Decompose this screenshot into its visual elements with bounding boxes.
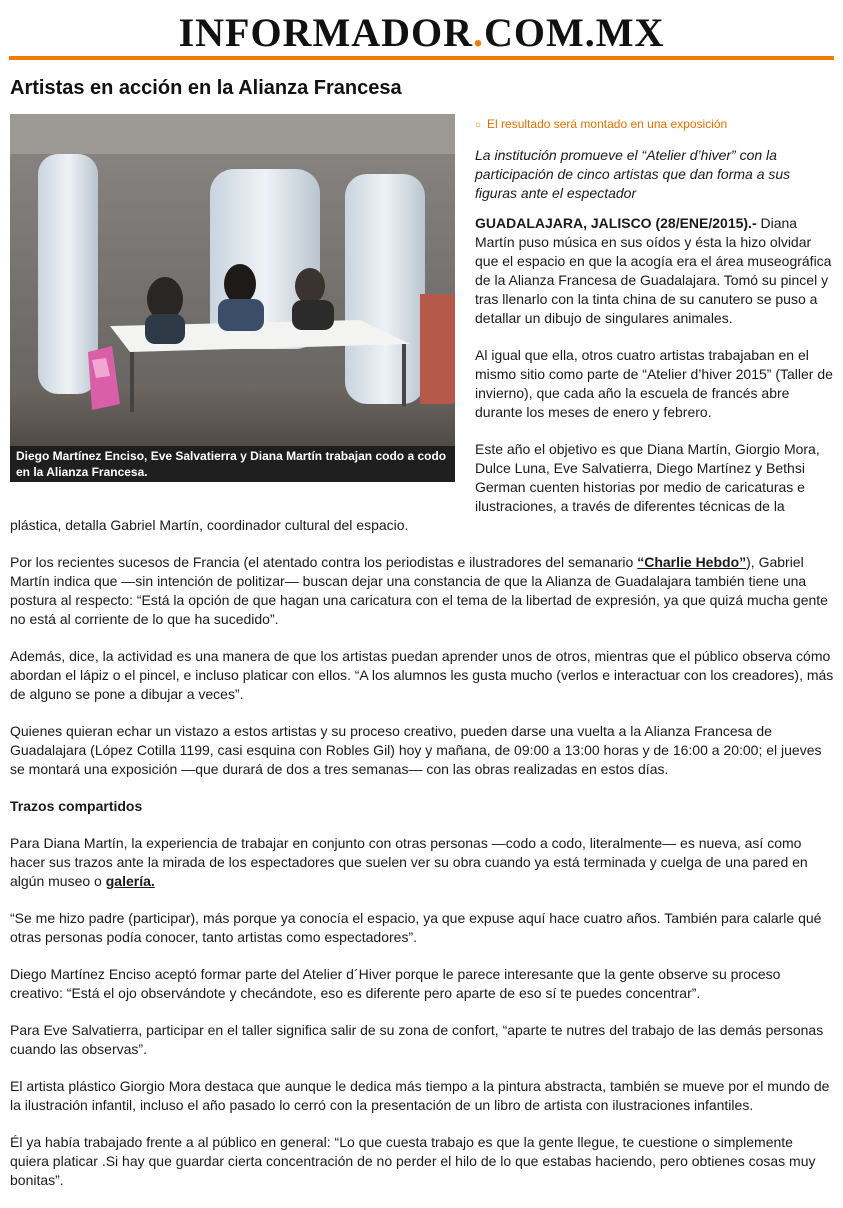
article-paragraph: GUADALAJARA, JALISCO (28/ENE/2015).- Diana Martín puso música en sus oídos y ésta la hizo olvidar que el espacio en que la acogía era el área museográfica de la Alianza Francesa de Guadalajara. Tomó su pincel y tras llenarlo con la tinta china de su canutero se puso a detallar un dibujo de singulares animales. [475,215,832,326]
galeria-link[interactable]: galería. [105,873,155,889]
article-paragraph: Al igual que ella, otros cuatro artistas trabajaban en el mismo sitio como parte de “Atelier d’hiver 2015” (Taller de invierno), que cada año la escuela de francés abre durante los meses de enero y febrero. [475,347,833,420]
article-paragraph: Además, dice, la actividad es una manera de que los artistas puedan aprender unos de otros, mientras que el público observa cómo abordan el lápiz o el pincel, e incluso platicar con ellos. “A los alumnos les gusta mucho (verlos e interactuar con los creadores), más de alguno se pone a dibujar a veces”. [10,648,834,702]
charlie-hebdo-link[interactable]: “Charlie Hebdo” [637,554,747,570]
article-headline: Artistas en acción en la Alianza Francesa [10,77,402,99]
highlight-text: El resultado será montado en una exposición [487,117,728,131]
photo-caption: Diego Martínez Enciso, Eve Salvatierra y Diana Martín trabajan codo a codo en la Alianza Francesa. [10,446,455,482]
article-paragraph: Para Eve Salvatierra, participar en el taller significa salir de su zona de confort, “aparte te nutres del trabajo de las demás personas cuando las observas”. [10,1022,824,1057]
article-dateline: GUADALAJARA, JALISCO (28/ENE/2015).- [475,215,757,231]
article-body [10,214,835,1208]
article-deck: La institución promueve el “Atelier d’hiver” con la participación de cinco artistas que dan forma a sus figuras ante el espectador [475,147,791,201]
article-paragraph: Él ya había trabajado frente a al público en general: “Lo que cuesta trabajo es que la gente llegue, te cuestione o simplemente quiera platicar .Si hay que guardar cierta concentración de no perder el hilo de lo que estabas haciendo, pero obtienes cosas muy bonitas”. [10,1134,816,1188]
site-logo[interactable]: INFORMADOR.COM.MX [178,10,665,55]
article-subhead: Trazos compartidos [10,798,143,814]
header-divider [9,56,834,60]
article-paragraph: Para Diana Martín, la experiencia de trabajar en conjunto con otras personas —codo a codo, literalmente— es nueva, así como hacer sus trazos ante la mirada de los espectadores que suelen ver su obra cuando ya está terminada y cuelga de una pared en algún museo o galería. [10,835,808,889]
photo-float-spacer [10,214,475,516]
article-paragraph: Este año el objetivo es que Diana Martín, Giorgio Mora, Dulce Luna, Eve Salvatierra, Diego Martínez y Bethsi German cuenten historias por medio de caricaturas e ilustraciones, a través de diferentes técnicas de la plástica, detalla Gabriel Martín, coordinador cultural del espacio. [10,441,820,533]
article-paragraph: Por los recientes sucesos de Francia (el atentado contra los periodistas e ilustradores del semanario “Charlie Hebdo”), Gabriel Martín indica que —sin intención de politizar— buscan dejar una constancia de que la Alianza de Guadalajara también tiene una postura al respecto: “Está la opción de que hagan una caricatura con el tema de la libertad de expresión, ya que quizá mucha gente no está al corriente de lo que ha sucedido”. [10,554,828,627]
bullet-circle-icon: ○ [475,120,482,131]
article-paragraph: Diego Martínez Enciso aceptó formar parte del Atelier d´Hiver porque le parece interesante que la gente observe su proceso creativo: “Está el ojo observándote y checándote, eso es diferente pero aparte de eso sí te puedes concentrar”. [10,966,781,1001]
article-highlight [475,116,835,134]
site-masthead[interactable] [0,10,843,56]
article-paragraph: “Se me hizo padre (participar), más porque ya conocía el espacio, ya que expuse aquí hace cuatro años. También para calarle qué otras personas podía conocer, tanto artistas como espectadores”. [10,910,822,945]
article-paragraph: Quienes quieran echar un vistazo a estos artistas y su proceso creativo, pueden darse una vuelta a la Alianza Francesa de Guadalajara (López Cotilla 1199, casi esquina con Robles Gil) hoy y mañana, de 09:00 a 13:00 horas y de 16:00 a 20:00; el jueves se montará una exposición —que durará de dos a tres semanas— con las obras realizadas en estos días. [10,723,822,777]
article-paragraph: El artista plástico Giorgio Mora destaca que aunque le dedica más tiempo a la pintura abstracta, también se mueve por el mundo de la ilustración infantil, incluso el año pasado lo cerró con la presentación de un libro de artista con ilustraciones infantiles. [10,1078,830,1113]
